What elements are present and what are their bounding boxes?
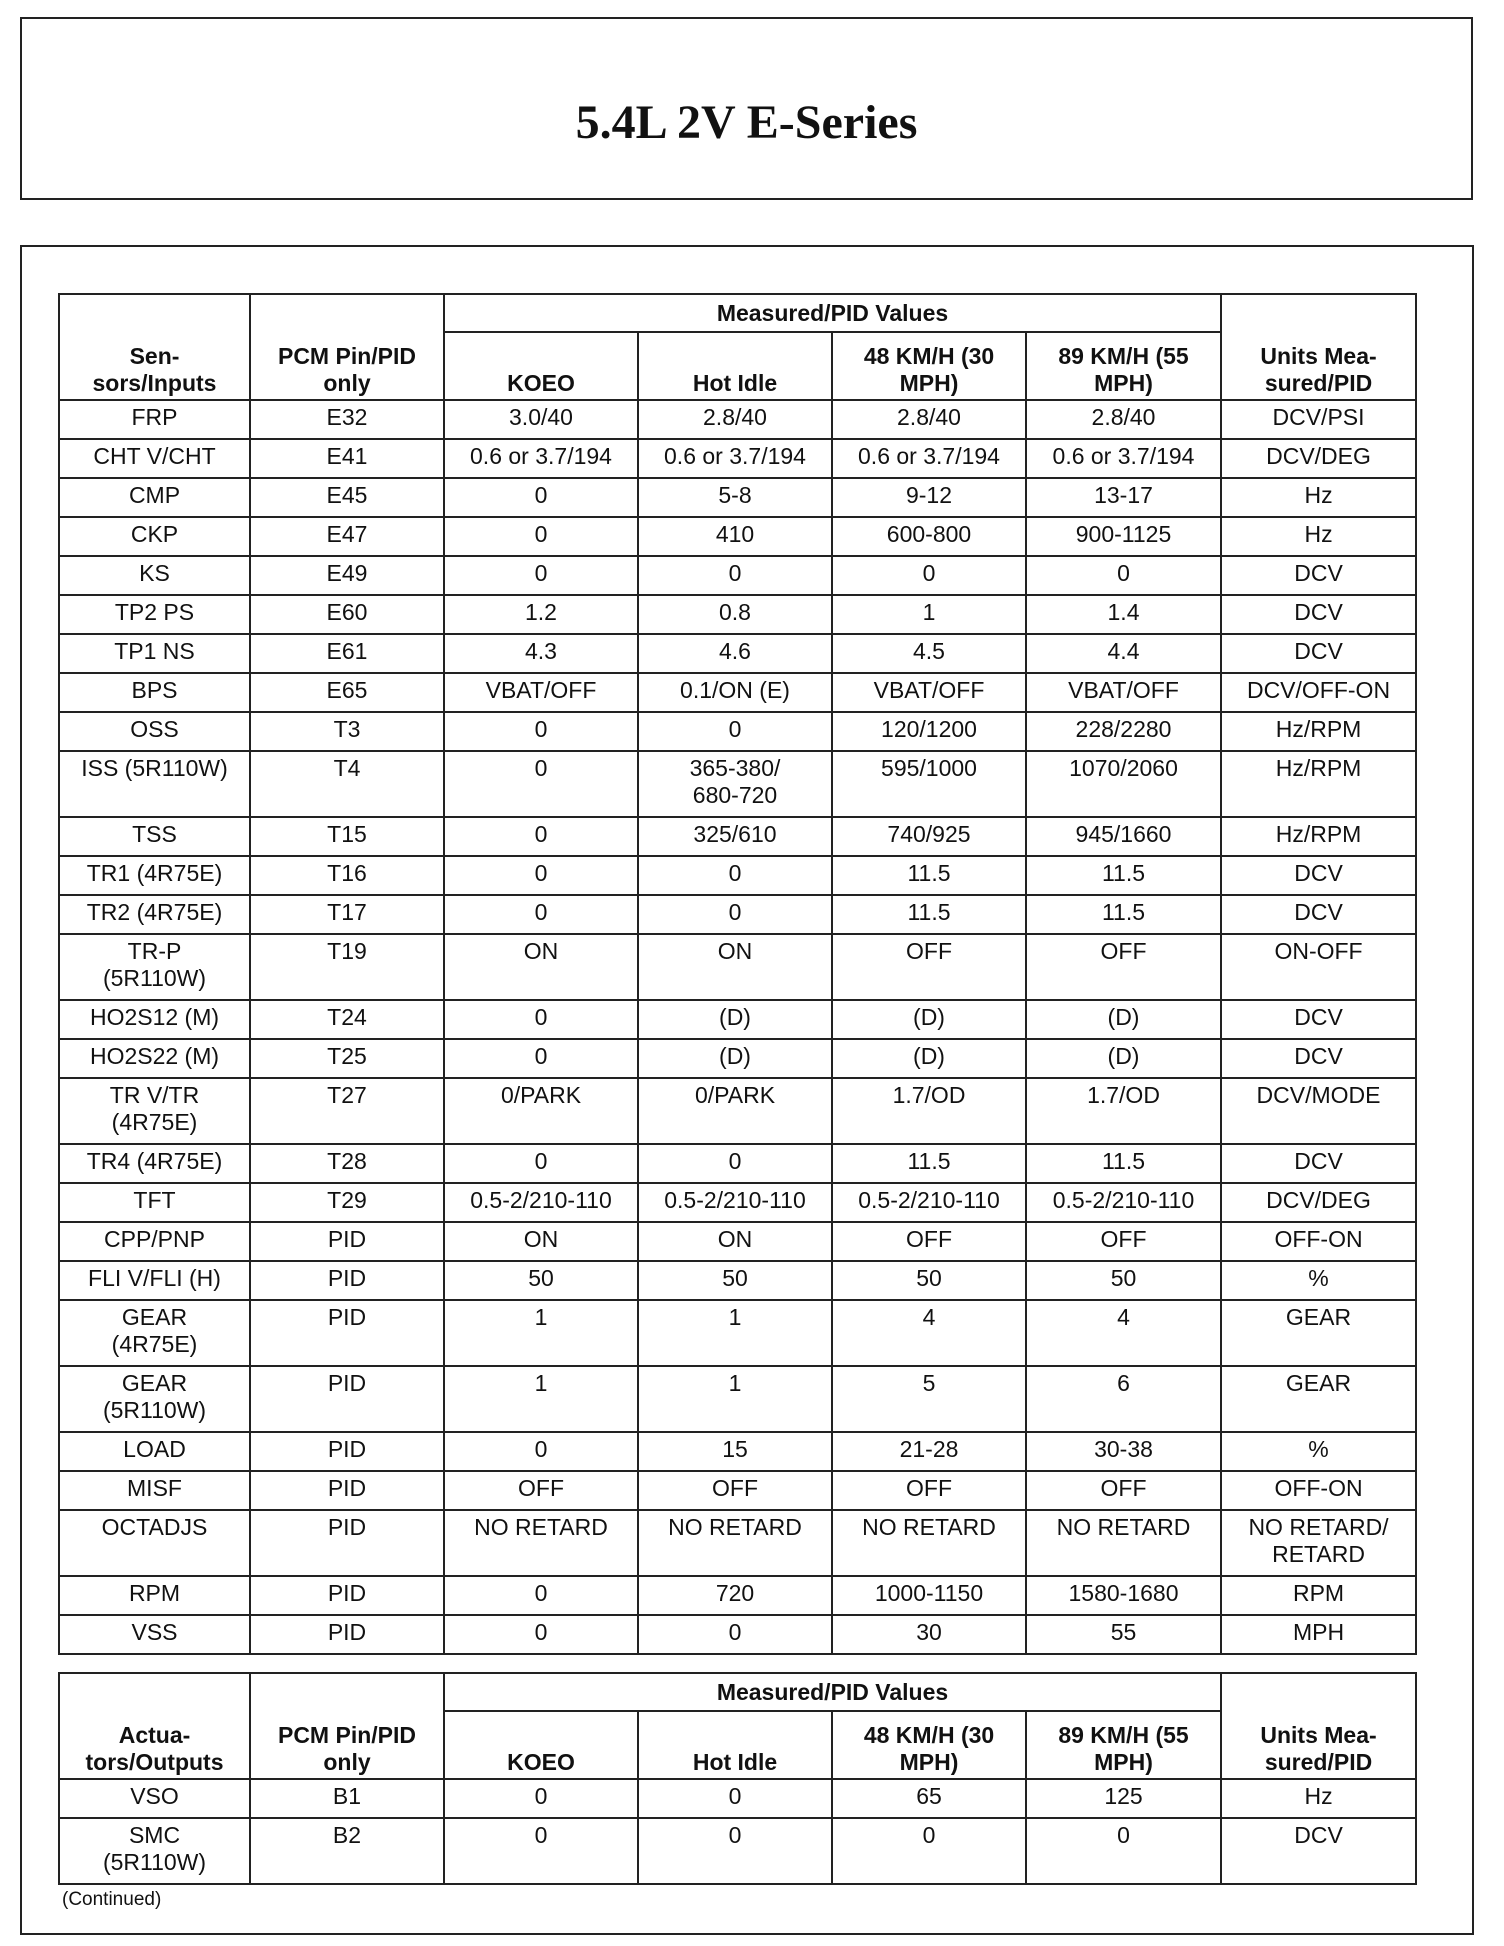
table-cell: T3	[250, 712, 444, 751]
table-cell: 4	[832, 1300, 1026, 1366]
sensors-table-body	[59, 400, 1416, 1654]
table-cell: 4.4	[1026, 634, 1221, 673]
table-cell: 600-800	[832, 517, 1026, 556]
table-cell: ON	[444, 1222, 638, 1261]
table-cell: TR2 (4R75E)	[59, 895, 250, 934]
table-row	[59, 1300, 1416, 1366]
table-cell: OSS	[59, 712, 250, 751]
table-cell: 1	[444, 1300, 638, 1366]
table-cell: PID	[250, 1432, 444, 1471]
table-cell: T19	[250, 934, 444, 1000]
table-cell: 720	[638, 1576, 832, 1615]
table-cell: 0	[444, 751, 638, 817]
table-cell: 3.0/40	[444, 400, 638, 439]
table-cell: NO RETARD	[832, 1510, 1026, 1576]
table-cell: DCV	[1221, 1000, 1416, 1039]
table-cell: T24	[250, 1000, 444, 1039]
column-header: 48 KM/H (30 MPH)	[832, 332, 1026, 400]
table-cell: 2.8/40	[638, 400, 832, 439]
table-cell: 1	[832, 595, 1026, 634]
column-header: Hot Idle	[638, 332, 832, 400]
table-cell: 740/925	[832, 817, 1026, 856]
table-cell: OFF	[1026, 1222, 1221, 1261]
column-header: Units Mea- sured/PID	[1221, 294, 1416, 400]
table-cell: DCV/DEG	[1221, 1183, 1416, 1222]
column-header: Units Mea- sured/PID	[1221, 1673, 1416, 1779]
table-cell: 50	[444, 1261, 638, 1300]
table-cell: 595/1000	[832, 751, 1026, 817]
column-header: KOEO	[444, 1711, 638, 1779]
table-cell: T16	[250, 856, 444, 895]
table-cell: T4	[250, 751, 444, 817]
table-cell: ON	[638, 1222, 832, 1261]
table-row	[59, 1261, 1416, 1300]
table-cell: 1.7/OD	[832, 1078, 1026, 1144]
table-cell: PID	[250, 1366, 444, 1432]
table-cell: 0	[444, 1000, 638, 1039]
table-cell: DCV/DEG	[1221, 439, 1416, 478]
table-cell: 55	[1026, 1615, 1221, 1654]
table-cell: T25	[250, 1039, 444, 1078]
table-cell: ON	[638, 934, 832, 1000]
table-cell: 11.5	[832, 856, 1026, 895]
table-cell: 0	[444, 1039, 638, 1078]
column-header: 48 KM/H (30 MPH)	[832, 1711, 1026, 1779]
title-box	[20, 17, 1473, 200]
table-cell: 4	[1026, 1300, 1221, 1366]
table-cell: Hz/RPM	[1221, 817, 1416, 856]
column-header: Actua- tors/Outputs	[59, 1673, 250, 1779]
table-cell: T28	[250, 1144, 444, 1183]
table-row	[59, 1818, 1416, 1884]
table-cell: DCV	[1221, 1039, 1416, 1078]
table-cell: 0	[444, 856, 638, 895]
table-cell: OFF	[1026, 934, 1221, 1000]
table-cell: 1.2	[444, 595, 638, 634]
table-cell: 0	[444, 712, 638, 751]
table-cell: 1.4	[1026, 595, 1221, 634]
table-cell: 0	[638, 1818, 832, 1884]
table-cell: DCV	[1221, 1144, 1416, 1183]
table-cell: 30-38	[1026, 1432, 1221, 1471]
table-cell: 0	[638, 1615, 832, 1654]
table-cell: DCV/MODE	[1221, 1078, 1416, 1144]
table-cell: (D)	[1026, 1000, 1221, 1039]
table-cell: 15	[638, 1432, 832, 1471]
table-cell: 228/2280	[1026, 712, 1221, 751]
table-cell: 120/1200	[832, 712, 1026, 751]
table-cell: Hz	[1221, 517, 1416, 556]
table-cell: 0.6 or 3.7/194	[638, 439, 832, 478]
table-cell: 125	[1026, 1779, 1221, 1818]
table-row	[59, 1615, 1416, 1654]
table-cell: 0	[444, 1576, 638, 1615]
table-cell: SMC (5R110W)	[59, 1818, 250, 1884]
table-cell: RPM	[1221, 1576, 1416, 1615]
table-cell: T17	[250, 895, 444, 934]
table-cell: DCV	[1221, 556, 1416, 595]
table-cell: 11.5	[1026, 856, 1221, 895]
table-cell: CPP/PNP	[59, 1222, 250, 1261]
table-cell: 5-8	[638, 478, 832, 517]
table-cell: 9-12	[832, 478, 1026, 517]
table-cell: PID	[250, 1300, 444, 1366]
table-cell: 1070/2060	[1026, 751, 1221, 817]
table-cell: 11.5	[832, 895, 1026, 934]
table-row	[59, 478, 1416, 517]
table-cell: OFF	[832, 1471, 1026, 1510]
table-cell: 50	[638, 1261, 832, 1300]
table-cell: DCV	[1221, 895, 1416, 934]
table-cell: LOAD	[59, 1432, 250, 1471]
table-cell: (D)	[832, 1039, 1026, 1078]
table-cell: Hz	[1221, 1779, 1416, 1818]
table-row	[59, 556, 1416, 595]
table-cell: 0.5-2/210-110	[1026, 1183, 1221, 1222]
table-cell: 11.5	[1026, 1144, 1221, 1183]
table-cell: 0	[638, 712, 832, 751]
table-cell: E32	[250, 400, 444, 439]
table-cell: ON	[444, 934, 638, 1000]
sensors-inputs-table	[58, 293, 1417, 1655]
table-cell: VSS	[59, 1615, 250, 1654]
table-cell: ISS (5R110W)	[59, 751, 250, 817]
table-cell: OFF	[832, 934, 1026, 1000]
table-cell: 945/1660	[1026, 817, 1221, 856]
table-cell: 4.6	[638, 634, 832, 673]
measured-values-group-header: Measured/PID Values	[444, 294, 1221, 332]
table-row	[59, 1144, 1416, 1183]
table-cell: 0	[444, 1615, 638, 1654]
table-cell: CHT V/CHT	[59, 439, 250, 478]
table-cell: E61	[250, 634, 444, 673]
table-cell: 0	[444, 1818, 638, 1884]
table-cell: TR V/TR (4R75E)	[59, 1078, 250, 1144]
table-row	[59, 1000, 1416, 1039]
table-cell: 0	[444, 1779, 638, 1818]
table-cell: (D)	[832, 1000, 1026, 1039]
table-cell: PID	[250, 1471, 444, 1510]
table-cell: RPM	[59, 1576, 250, 1615]
actuators-outputs-table	[58, 1672, 1417, 1885]
table-row	[59, 934, 1416, 1000]
table-cell: 1	[638, 1366, 832, 1432]
table-cell: 0.6 or 3.7/194	[832, 439, 1026, 478]
table-cell: Hz/RPM	[1221, 751, 1416, 817]
table-cell: 0	[444, 895, 638, 934]
table-cell: 11.5	[832, 1144, 1026, 1183]
page-title: 5.4L 2V E-Series	[575, 96, 918, 149]
table-cell: FLI V/FLI (H)	[59, 1261, 250, 1300]
table-cell: 0	[1026, 1818, 1221, 1884]
table-cell: VSO	[59, 1779, 250, 1818]
table-cell: DCV	[1221, 1818, 1416, 1884]
table-cell: HO2S12 (M)	[59, 1000, 250, 1039]
table-cell: 0/PARK	[444, 1078, 638, 1144]
table-cell: 13-17	[1026, 478, 1221, 517]
table-cell: (D)	[1026, 1039, 1221, 1078]
table-cell: Hz/RPM	[1221, 712, 1416, 751]
table-row	[59, 1039, 1416, 1078]
table-cell: GEAR	[1221, 1300, 1416, 1366]
table-cell: 0	[638, 895, 832, 934]
table-cell: 0	[638, 1144, 832, 1183]
table-cell: 0.8	[638, 595, 832, 634]
table-cell: MPH	[1221, 1615, 1416, 1654]
table-cell: T29	[250, 1183, 444, 1222]
table-cell: OFF	[638, 1471, 832, 1510]
column-header: 89 KM/H (55 MPH)	[1026, 332, 1221, 400]
table-cell: %	[1221, 1432, 1416, 1471]
table-cell: B1	[250, 1779, 444, 1818]
table-cell: PID	[250, 1222, 444, 1261]
table-cell: 0/PARK	[638, 1078, 832, 1144]
table-cell: TR1 (4R75E)	[59, 856, 250, 895]
table-cell: OCTADJS	[59, 1510, 250, 1576]
table-cell: 65	[832, 1779, 1026, 1818]
table-cell: DCV/OFF-ON	[1221, 673, 1416, 712]
table-cell: TR4 (4R75E)	[59, 1144, 250, 1183]
table-cell: 0	[1026, 556, 1221, 595]
table-cell: 325/610	[638, 817, 832, 856]
table-cell: DCV	[1221, 595, 1416, 634]
table-cell: 0	[444, 1144, 638, 1183]
table-cell: 50	[832, 1261, 1026, 1300]
table-row	[59, 1366, 1416, 1432]
table-cell: 1.7/OD	[1026, 1078, 1221, 1144]
table-cell: 0.5-2/210-110	[832, 1183, 1026, 1222]
table-row	[59, 751, 1416, 817]
column-header: Hot Idle	[638, 1711, 832, 1779]
table-cell: PID	[250, 1576, 444, 1615]
table-cell: 4.3	[444, 634, 638, 673]
table-cell: 0	[638, 856, 832, 895]
table-cell: (D)	[638, 1000, 832, 1039]
table-row	[59, 400, 1416, 439]
table-cell: 11.5	[1026, 895, 1221, 934]
table-cell: 0.5-2/210-110	[444, 1183, 638, 1222]
column-header: PCM Pin/PID only	[250, 1673, 444, 1779]
table-cell: 0	[444, 817, 638, 856]
table-cell: CKP	[59, 517, 250, 556]
table-cell: 0	[638, 1779, 832, 1818]
table-row	[59, 1779, 1416, 1818]
column-header: PCM Pin/PID only	[250, 294, 444, 400]
table-cell: 1000-1150	[832, 1576, 1026, 1615]
column-header: KOEO	[444, 332, 638, 400]
table-row	[59, 517, 1416, 556]
table-cell: 0	[444, 1432, 638, 1471]
table-cell: VBAT/OFF	[832, 673, 1026, 712]
table-cell: 4.5	[832, 634, 1026, 673]
table-cell: NO RETARD/ RETARD	[1221, 1510, 1416, 1576]
table-row	[59, 1576, 1416, 1615]
table-cell: %	[1221, 1261, 1416, 1300]
table-cell: TP1 NS	[59, 634, 250, 673]
table-cell: E60	[250, 595, 444, 634]
table-cell: PID	[250, 1510, 444, 1576]
table-cell: 1580-1680	[1026, 1576, 1221, 1615]
table-cell: 0.6 or 3.7/194	[1026, 439, 1221, 478]
table-cell: NO RETARD	[1026, 1510, 1221, 1576]
table-cell: OFF	[832, 1222, 1026, 1261]
table-cell: 0	[444, 556, 638, 595]
table-cell: PID	[250, 1261, 444, 1300]
table-cell: 30	[832, 1615, 1026, 1654]
table-cell: 0.5-2/210-110	[638, 1183, 832, 1222]
table-cell: 0	[444, 517, 638, 556]
table-row	[59, 595, 1416, 634]
measured-values-group-header: Measured/PID Values	[444, 1673, 1221, 1711]
table-row	[59, 1471, 1416, 1510]
table-cell: OFF	[1026, 1471, 1221, 1510]
table-cell: CMP	[59, 478, 250, 517]
table-cell: 0.1/ON (E)	[638, 673, 832, 712]
table-cell: 6	[1026, 1366, 1221, 1432]
table-cell: T15	[250, 817, 444, 856]
table-cell: TR-P (5R110W)	[59, 934, 250, 1000]
table-cell: B2	[250, 1818, 444, 1884]
actuators-table-body	[59, 1779, 1416, 1884]
table-row	[59, 1078, 1416, 1144]
table-cell: E65	[250, 673, 444, 712]
table-cell: OFF-ON	[1221, 1222, 1416, 1261]
table-cell: E41	[250, 439, 444, 478]
table-cell: 21-28	[832, 1432, 1026, 1471]
group-header-row	[59, 1673, 1416, 1711]
table-cell: T27	[250, 1078, 444, 1144]
table-cell: 0	[832, 1818, 1026, 1884]
table-cell: NO RETARD	[444, 1510, 638, 1576]
table-cell: 410	[638, 517, 832, 556]
table-cell: PID	[250, 1615, 444, 1654]
table-cell: TP2 PS	[59, 595, 250, 634]
table-cell: VBAT/OFF	[444, 673, 638, 712]
table-cell: 1	[444, 1366, 638, 1432]
table-cell: E49	[250, 556, 444, 595]
table-cell: DCV	[1221, 634, 1416, 673]
table-cell: KS	[59, 556, 250, 595]
continued-note: (Continued)	[62, 1889, 162, 1910]
table-row	[59, 439, 1416, 478]
table-cell: TSS	[59, 817, 250, 856]
column-header: Sen- sors/Inputs	[59, 294, 250, 400]
table-cell: 0	[832, 556, 1026, 595]
table-cell: E45	[250, 478, 444, 517]
table-cell: 2.8/40	[832, 400, 1026, 439]
table-cell: E47	[250, 517, 444, 556]
table-row	[59, 817, 1416, 856]
table-cell: GEAR (4R75E)	[59, 1300, 250, 1366]
table-row	[59, 895, 1416, 934]
table-cell: DCV	[1221, 856, 1416, 895]
table-row	[59, 673, 1416, 712]
table-cell: 50	[1026, 1261, 1221, 1300]
table-row	[59, 712, 1416, 751]
table-row	[59, 1510, 1416, 1576]
table-cell: 365-380/ 680-720	[638, 751, 832, 817]
table-cell: NO RETARD	[638, 1510, 832, 1576]
table-cell: 0.6 or 3.7/194	[444, 439, 638, 478]
table-row	[59, 1432, 1416, 1471]
content-frame	[20, 245, 1474, 1935]
table-cell: 900-1125	[1026, 517, 1221, 556]
table-cell: OFF	[444, 1471, 638, 1510]
table-cell: Hz	[1221, 478, 1416, 517]
table-cell: (D)	[638, 1039, 832, 1078]
table-cell: 1	[638, 1300, 832, 1366]
table-cell: TFT	[59, 1183, 250, 1222]
table-cell: GEAR	[1221, 1366, 1416, 1432]
table-cell: DCV/PSI	[1221, 400, 1416, 439]
table-cell: MISF	[59, 1471, 250, 1510]
table-cell: 5	[832, 1366, 1026, 1432]
table-cell: HO2S22 (M)	[59, 1039, 250, 1078]
table-cell: 0	[638, 556, 832, 595]
table-row	[59, 634, 1416, 673]
table-cell: BPS	[59, 673, 250, 712]
table-cell: VBAT/OFF	[1026, 673, 1221, 712]
column-header: 89 KM/H (55 MPH)	[1026, 1711, 1221, 1779]
group-header-row	[59, 294, 1416, 332]
table-cell: GEAR (5R110W)	[59, 1366, 250, 1432]
table-cell: ON-OFF	[1221, 934, 1416, 1000]
table-cell: 0	[444, 478, 638, 517]
table-row	[59, 1183, 1416, 1222]
table-cell: 2.8/40	[1026, 400, 1221, 439]
table-row	[59, 1222, 1416, 1261]
table-cell: FRP	[59, 400, 250, 439]
table-row	[59, 856, 1416, 895]
table-cell: OFF-ON	[1221, 1471, 1416, 1510]
